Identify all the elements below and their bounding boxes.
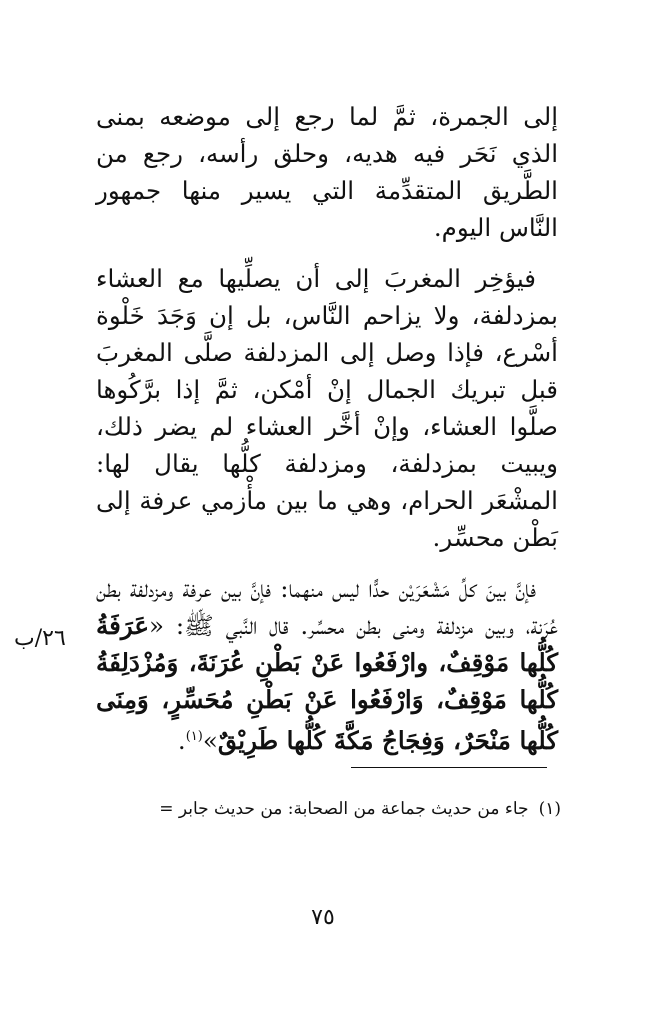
footnote	[96, 796, 561, 822]
footnote-marker: (١)	[538, 799, 561, 819]
paragraph-3-intro: فإنَّ بينَ كلِّ مَشْعَرَيْن حدًّا ليس منهما: فإنَّ بين عرفة ومزدلفة بطن عُرَنة، وبين مزدلفة ومنى بطن محسِّر. قال النَّبي ﷺ: «	[96, 574, 558, 640]
paragraph-1: إلى الجمرة، ثمَّ لما رجع إلى موضعه بمنى الذي نَحَر فيه هديه، وحلق رأسه، رجع من الطَّريق المتقدِّمة التي يسير منها جمهور النَّاس اليوم.	[96, 102, 558, 242]
footnote-reference[interactable]: (١)	[185, 729, 203, 744]
paragraph-2: فيؤخِر المغربَ إلى أن يصلِّيها مع العشاء بمزدلفة، ولا يزاحم النَّاس، بل إن وَجَدَ خَلْوة أسْرع، فإذا وصل إلى المزدلفة صلَّى المغربَ قبل تبريك الجمال إنْ أمْكن، ثمَّ إذا برَّكُوها صلَّوا العشاء، وإنْ أخَّر العشاء لم يضر ذلك، ويبيت بمزدلفة، ومزدلفة كلُّها يقال لها: المشْعَر الحرام، وهي ما بين مأْزمي عرفة إلى بَطْن محسِّر.	[96, 264, 558, 552]
manuscript-folio-note: ٢٦/ب	[14, 626, 66, 651]
page-number: ٧٥	[311, 905, 335, 930]
paragraph-3-outro: »	[202, 726, 218, 756]
paragraph-3	[96, 570, 558, 759]
footnote-text: جاء من حديث جماعة من الصحابة: من حديث جابر =	[159, 799, 529, 819]
paragraph-3-end: .	[177, 726, 186, 756]
footnote-separator	[351, 767, 547, 768]
hadith-quote: عَرَفَةُ كُلُّها مَوْقِفٌ، وارْفَعُوا عَنْ بَطْنِ عُرَنَةَ، وَمُزْدَلِفَةُ كُلُّها مَوْقِفٌ، وَارْفَعُوا عَنْ بَطْنِ مُحَسِّرٍ، وَمِنَى كُلُّها مَنْحَرٌ، وَفِجَاجُ مَكَّةَ كُلُّها طَرِيْقٌ	[96, 611, 558, 756]
main-text	[96, 98, 558, 773]
